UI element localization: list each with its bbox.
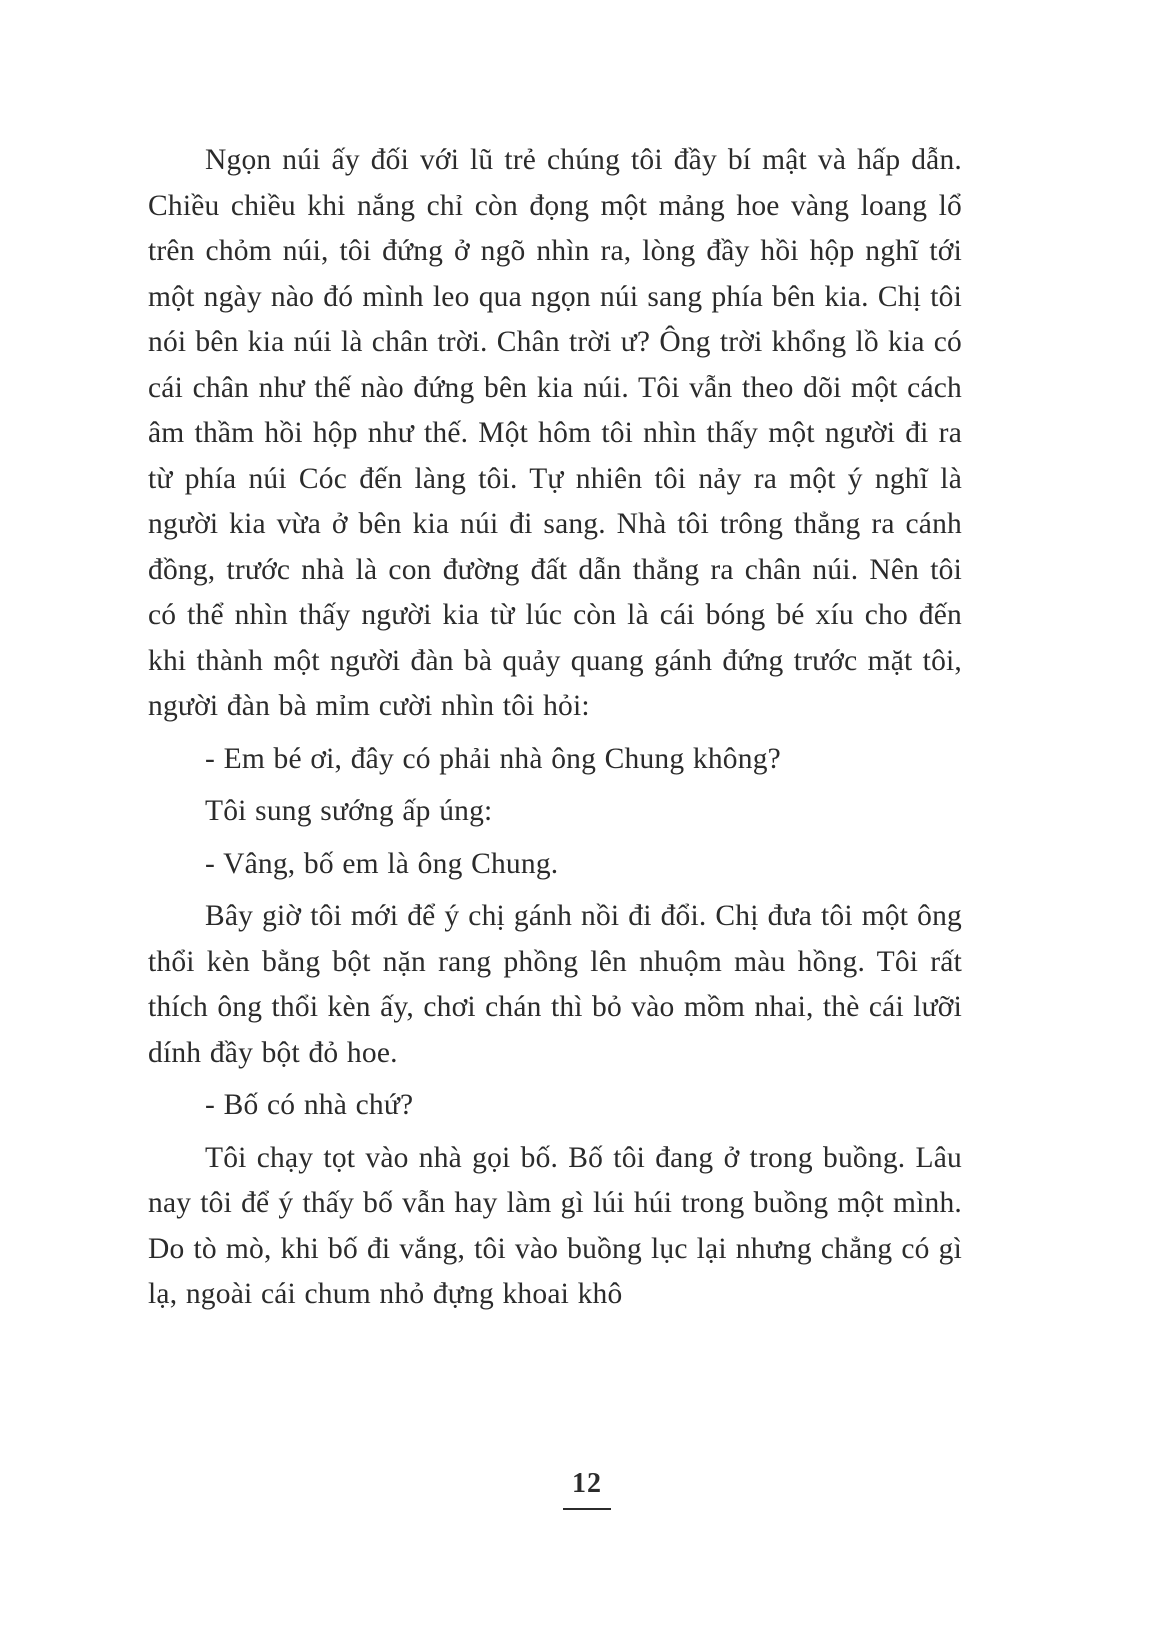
paragraph: Tôi chạy tọt vào nhà gọi bố. Bố tôi đang ở trong buồng. Lâu nay tôi để ý thấy bố vẫn hay làm gì lúi húi trong buồng một mình. Do tò mò, khi bố đi vắng, tôi vào buồng lục lại nhưng chẳng có gì lạ, ngoài cái chum nhỏ đựng khoai khô [148,1141,962,1310]
paragraph: Bây giờ tôi mới để ý chị gánh nồi đi đổi. Chị đưa tôi một ông thổi kèn bằng bột nặn rang phồng lên nhuộm màu hồng. Tôi rất thích ông thổi kèn ấy, chơi chán thì bỏ vào mồm nhai, thè cái lưỡi dính đầy bột đỏ hoe. [148,900,962,1069]
paragraph-dialogue: - Em bé ơi, đây có phải nhà ông Chung không? [205,742,781,775]
paragraph: Ngọn núi ấy đối với lũ trẻ chúng tôi đầy bí mật và hấp dẫn. Chiều chiều khi nắng chỉ còn đọng một mảng hoe vàng loang lổ trên chỏm núi, tôi đứng ở ngõ nhìn ra, lòng đầy hồi hộp nghĩ tới một ngày nào đó mình leo qua ngọn núi sang phía bên kia. Chị tôi nói bên kia núi là chân trời. Chân trời ư? Ông trời khổng lồ kia có cái chân như thế nào đứng bên kia núi. Tôi vẫn theo dõi một cách âm thầm hồi hộp như thế. Một hôm tôi nhìn thấy một người đi ra từ phía núi Cóc đến làng tôi. Tự nhiên tôi nảy ra một ý nghĩ là người kia vừa ở bên kia núi đi sang. Nhà tôi trông thẳng ra cánh đồng, trước nhà là con đường đất dẫn thẳng ra chân núi. Nên tôi có thể nhìn thấy người kia từ lúc còn là cái bóng bé xíu cho đến khi thành một người đàn bà quảy quang gánh đứng trước mặt tôi, người đàn bà mỉm cười nhìn tôi hỏi: [148,144,962,722]
page-number-underline [563,1508,611,1510]
paragraph-dialogue: - Vâng, bố em là ông Chung. [205,847,559,880]
page-footer [0,1468,1174,1510]
paragraph-dialogue: - Bố có nhà chứ? [205,1089,414,1121]
page-number: 12 [572,1468,602,1499]
paragraph: Tôi sung sướng ấp úng: [205,795,493,827]
page-text [148,138,962,1325]
